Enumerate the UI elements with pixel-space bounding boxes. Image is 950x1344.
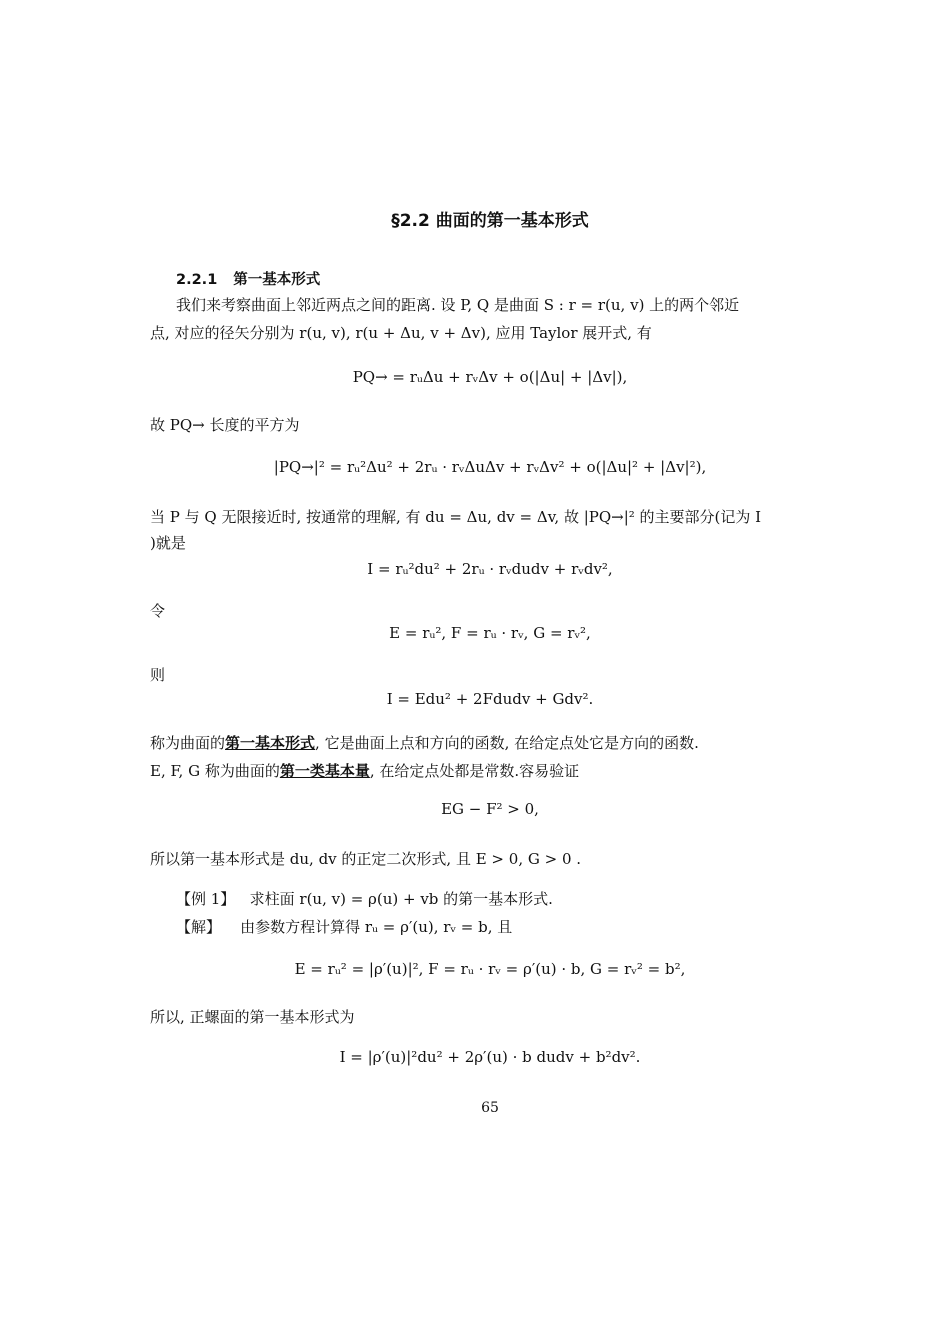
equation-4: E = rᵤ², F = rᵤ · rᵥ, G = rᵥ², [389, 624, 591, 642]
subsection-number: 2.2.1 [176, 272, 218, 288]
subsection-heading [176, 268, 320, 289]
equation-2: |PQ→|² = rᵤ²Δu² + 2rᵤ · rᵥΔuΔv + rᵥΔv² + o(|Δu|² + |Δv|²), [273, 458, 707, 476]
example-label: 【例 1】 [176, 890, 236, 908]
solution-label: 【解】 [176, 918, 222, 936]
para1-line1: 我们来考察曲面上邻近两点之间的距离. 设 P, Q 是曲面 S : r = r(u, v) 上的两个邻近 [176, 296, 740, 314]
solution-text: 由参数方程计算得 rᵤ = ρ′(u), rᵥ = b, 且 [240, 918, 513, 936]
para3-line1-b: , 它是曲面上点和方向的函数, 在给定点处它是方向的函数. [315, 734, 699, 752]
para3-line2-b: , 在给定点处都是常数.容易验证 [369, 762, 580, 780]
equation-3: I = rᵤ²du² + 2rᵤ · rᵥdudv + rᵥdv², [367, 560, 613, 578]
para2-line2: )就是 [150, 534, 186, 552]
term-first-fundamental-form: 第一基本形式 [225, 734, 316, 752]
para3-line2 [150, 758, 579, 784]
para3-line1 [150, 730, 699, 756]
equation-8: I = |ρ′(u)|²du² + 2ρ′(u) · b dudv + b²dv². [339, 1048, 641, 1066]
para4: 所以第一基本形式是 du, dv 的正定二次形式, 且 E > 0, G > 0 . [150, 850, 582, 868]
example-text: 求柱面 r(u, v) = ρ(u) + vb 的第一基本形式. [249, 890, 553, 908]
para1-line2: 点, 对应的径矢分别为 r(u, v), r(u + Δu, v + Δv), 应用 Taylor 展开式, 有 [150, 324, 652, 342]
equation-5: I = Edu² + 2Fdudv + Gdv². [386, 690, 594, 708]
para3-line1-a: 称为曲面的 [150, 734, 226, 752]
subsection-title: 第一基本形式 [233, 272, 321, 288]
equation-1: PQ→ = rᵤΔu + rᵥΔv + o(|Δu| + |Δv|), [352, 368, 628, 386]
text-ze: 则 [150, 666, 166, 684]
text-ling: 令 [150, 602, 166, 620]
term-first-class-quantities: 第一类基本量 [279, 762, 370, 780]
para5: 所以, 正螺面的第一基本形式为 [150, 1008, 355, 1026]
para2-line1: 当 P 与 Q 无限接近时, 按通常的理解, 有 du = Δu, dv = Δv, 故 |PQ→|² 的主要部分(记为 I [150, 508, 762, 526]
section-title: §2.2 曲面的第一基本形式 [391, 211, 589, 231]
para3-line2-a: E, F, G 称为曲面的 [150, 762, 280, 780]
equation-6: EG − F² > 0, [441, 800, 539, 818]
example-line [176, 886, 553, 912]
equation-7: E = rᵤ² = |ρ′(u)|², F = rᵤ · rᵥ = ρ′(u) · b, G = rᵥ² = b², [294, 960, 686, 978]
page-number: 65 [481, 1100, 499, 1116]
text-gu: 故 PQ→ 长度的平方为 [150, 416, 300, 434]
solution-line [176, 914, 512, 940]
